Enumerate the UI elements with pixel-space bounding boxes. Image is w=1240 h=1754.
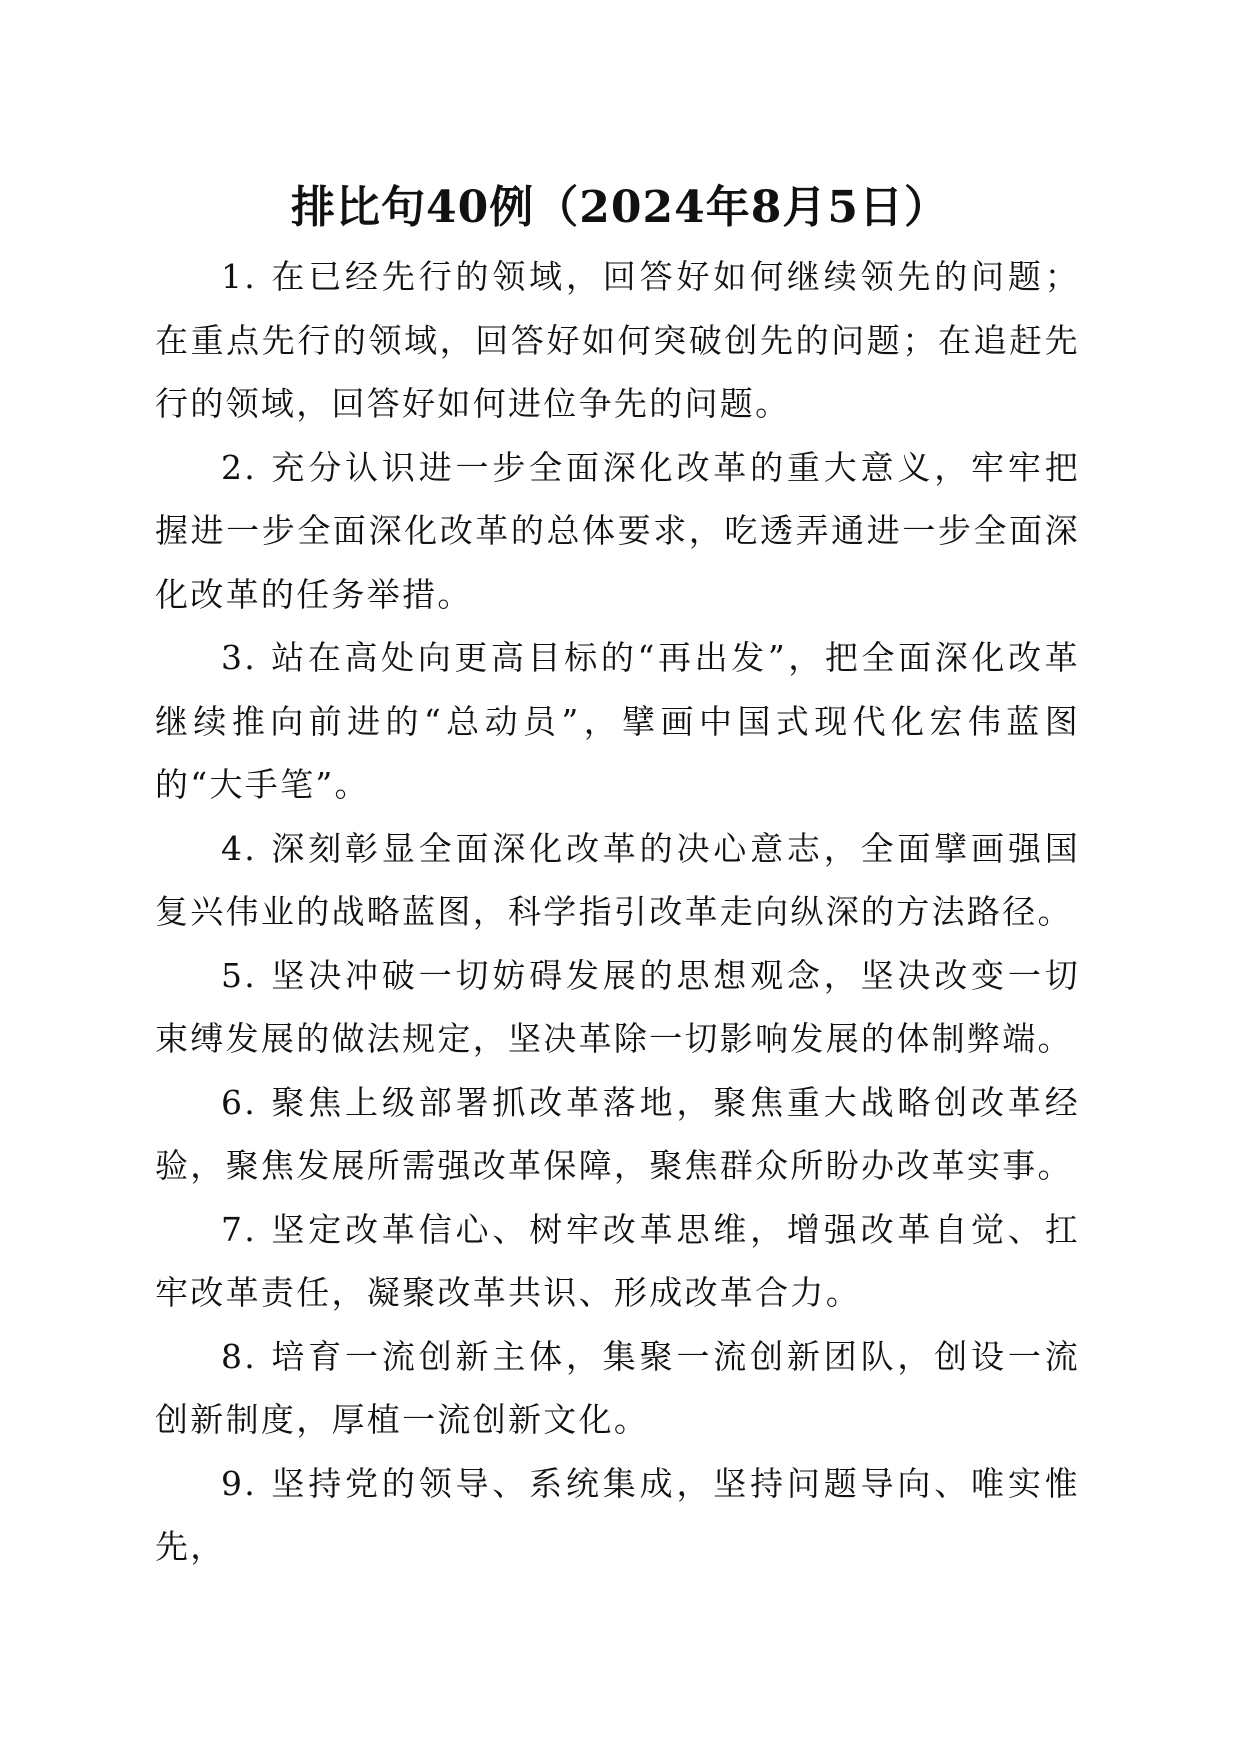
paragraph-4: 4. 深刻彰显全面深化改革的决心意志，全面擘画强国复兴伟业的战略蓝图，科学指引改革走向纵深的方法路径。	[155, 828, 1080, 931]
paragraph-2: 2. 充分认识进一步全面深化改革的重大意义，牢牢把握进一步全面深化改革的总体要求，吃透弄通进一步全面深化改革的任务举措。	[155, 447, 1080, 614]
paragraph-7: 7. 坚定改革信心、树牢改革思维，增强改革自觉、扛牢改革责任，凝聚改革共识、形成改革合力。	[155, 1209, 1080, 1312]
paragraph-9: 9. 坚持党的领导、系统集成，坚持问题导向、唯实惟先，	[155, 1463, 1080, 1566]
document-body	[155, 245, 1080, 1579]
document-title: 排比句40例（2024年8月5日）	[291, 182, 949, 233]
paragraph-5: 5. 坚决冲破一切妨碍发展的思想观念，坚决改变一切束缚发展的做法规定，坚决革除一切影响发展的体制弊端。	[155, 955, 1080, 1058]
paragraph-6: 6. 聚焦上级部署抓改革落地，聚焦重大战略创改革经验，聚焦发展所需强改革保障，聚焦群众所盼办改革实事。	[155, 1082, 1080, 1185]
paragraph-8: 8. 培育一流创新主体，集聚一流创新团队，创设一流创新制度，厚植一流创新文化。	[155, 1336, 1080, 1439]
paragraph-3: 3. 站在高处向更高目标的“再出发”，把全面深化改革继续推向前进的“总动员”，擘画中国式现代化宏伟蓝图的“大手笔”。	[155, 638, 1080, 804]
paragraph-1: 1. 在已经先行的领域，回答好如何继续领先的问题；在重点先行的领域，回答好如何突破创先的问题；在追赶先行的领域，回答好如何进位争先的问题。	[155, 257, 1080, 423]
